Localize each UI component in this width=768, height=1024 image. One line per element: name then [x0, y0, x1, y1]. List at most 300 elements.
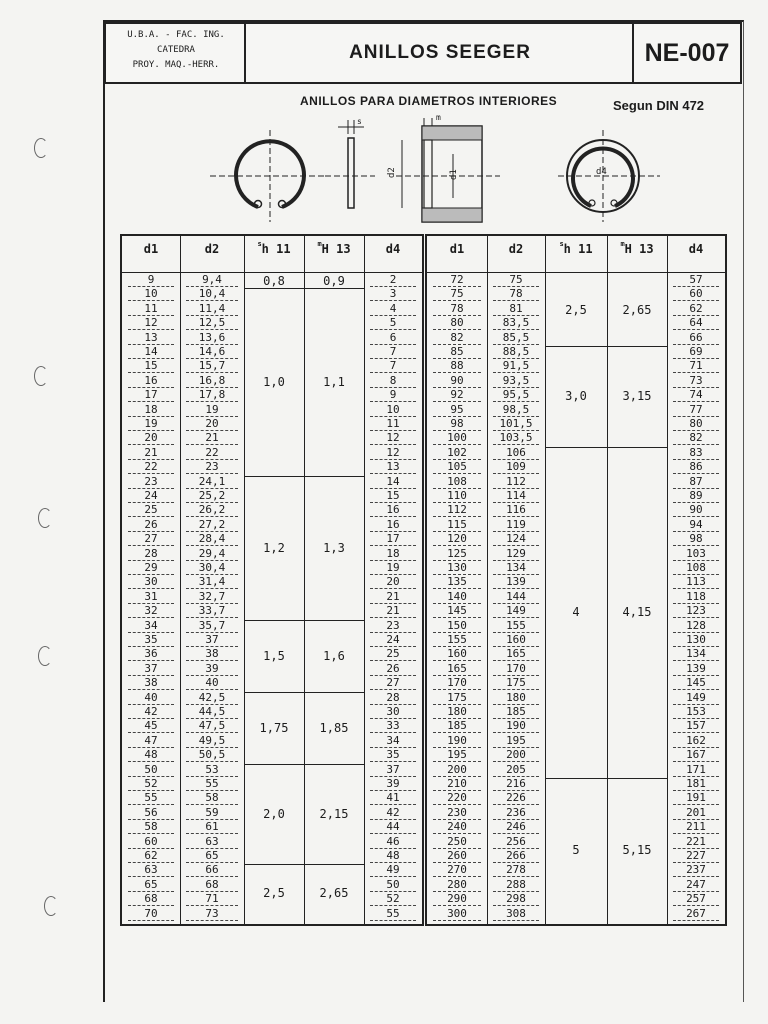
- right-d2-cell: 98,5: [502, 402, 530, 416]
- right-d2-cell: 75: [509, 273, 523, 286]
- right-h11-group-value: 3,0: [565, 389, 587, 404]
- left-d4-cell: 10: [386, 402, 400, 416]
- right-d2-cell: 112: [506, 474, 526, 488]
- right-H13-group-value: 2,65: [622, 303, 652, 317]
- left-d2-cell: 58: [205, 791, 219, 805]
- right-d1-cell: 88: [450, 359, 464, 373]
- left-d4-cell: 24: [386, 633, 400, 646]
- label-m: m: [436, 113, 441, 122]
- document-code: NE-007: [644, 39, 730, 67]
- right-d2-cell: 88,5: [502, 345, 530, 358]
- left-header-label: d1: [143, 242, 159, 256]
- left-group-separator: [244, 764, 364, 765]
- title-box: [244, 22, 636, 84]
- left-row-rule: [370, 920, 416, 921]
- right-d2-cell: 195: [506, 733, 526, 747]
- left-d2-cell: 22: [205, 445, 219, 459]
- left-d2-cell: 35,7: [198, 618, 226, 632]
- left-d1-cell: 32: [144, 604, 158, 618]
- left-d2-cell: 68: [205, 877, 219, 891]
- right-d4-cell: 167: [686, 748, 706, 762]
- right-d4-cell: 86: [689, 460, 703, 474]
- right-d4-cell: 113: [686, 575, 706, 589]
- right-d1-cell: 190: [447, 733, 467, 747]
- label-s: s: [357, 117, 362, 126]
- left-d1-cell: 28: [144, 546, 158, 560]
- right-d2-cell: 200: [506, 748, 526, 762]
- right-d4-cell: 128: [686, 618, 706, 632]
- right-d1-cell: 112: [447, 503, 467, 517]
- left-d1-cell: 37: [144, 661, 158, 675]
- right-d4-cell: 191: [686, 791, 706, 805]
- subtitle: ANILLOS PARA DIAMETROS INTERIORES: [300, 94, 558, 108]
- left-header-4: [364, 242, 422, 256]
- left-group-separator: [244, 288, 364, 289]
- left-d1-cell: 18: [144, 402, 158, 416]
- right-d4-cell: 123: [686, 604, 706, 618]
- right-d2-cell: 298: [506, 892, 526, 906]
- left-d2-cell: 23: [205, 460, 219, 474]
- left-d2-cell: 30,4: [198, 561, 226, 574]
- right-d2-cell: 160: [506, 633, 526, 646]
- left-d4-cell: 35: [386, 748, 400, 762]
- right-d2-cell: 308: [506, 906, 526, 920]
- left-h11-group-value: 0,8: [263, 274, 285, 288]
- right-d4-cell: 139: [686, 661, 706, 675]
- right-d4-cell: 118: [686, 589, 706, 603]
- left-header-3: [304, 242, 364, 256]
- right-d4-cell: 153: [686, 705, 706, 718]
- right-d2-cell: 266: [506, 849, 526, 862]
- left-d2-cell: 28,4: [198, 532, 226, 546]
- left-header-separator: [122, 272, 422, 273]
- right-h11-group-value: 2,5: [565, 303, 587, 317]
- right-d4-cell: 69: [689, 345, 703, 358]
- left-h11-group-value: 1,0: [263, 375, 285, 389]
- institution-box: [104, 22, 248, 84]
- left-d1-cell: 63: [144, 863, 158, 877]
- right-d1-cell: 200: [447, 762, 467, 776]
- right-d1-cell: 108: [447, 474, 467, 488]
- left-header-label: h 11: [261, 242, 291, 256]
- standard-reference: Segun DIN 472: [613, 98, 705, 113]
- right-d1-cell: 78: [450, 301, 464, 315]
- right-d2-cell: 278: [506, 863, 526, 877]
- left-d1-cell: 36: [144, 647, 158, 661]
- left-d2-cell: 37: [205, 633, 219, 646]
- right-d4-cell: 171: [686, 762, 706, 776]
- left-d4-cell: 25: [386, 647, 400, 661]
- right-header-label: d1: [449, 242, 465, 256]
- left-d2-cell: 17,8: [198, 388, 226, 402]
- right-d2-cell: 216: [506, 777, 526, 790]
- left-d4-cell: 8: [389, 373, 397, 387]
- left-d1-cell: 16: [144, 373, 158, 387]
- left-d2-cell: 39: [205, 661, 219, 675]
- right-d1-cell: 80: [450, 316, 464, 330]
- left-d2-cell: 26,2: [198, 503, 226, 517]
- right-d1-cell: 95: [450, 402, 464, 416]
- binder-hole-3: [38, 508, 52, 528]
- right-d2-cell: 129: [506, 546, 526, 560]
- left-group-separator: [244, 476, 364, 477]
- right-d4-cell: 71: [689, 359, 703, 373]
- right-d4-cell: 108: [686, 561, 706, 574]
- left-H13-group-value: 2,65: [319, 886, 349, 901]
- binder-hole-2: [34, 366, 48, 386]
- right-d1-cell: 115: [447, 517, 467, 531]
- right-d1-cell: 105: [447, 460, 467, 474]
- right-d4-cell: 80: [689, 417, 703, 430]
- left-h11-group-value: 1,5: [263, 648, 285, 663]
- bore-section-view: [396, 118, 500, 222]
- right-d4-cell: 74: [689, 388, 703, 402]
- left-d4-cell: 14: [386, 474, 400, 488]
- left-H13-group-value: 1,6: [323, 648, 345, 663]
- left-d2-cell: 55: [205, 777, 219, 790]
- right-d1-cell: 210: [447, 777, 467, 790]
- right-d1-cell: 75: [450, 287, 464, 301]
- right-d1-cell: 240: [447, 820, 467, 834]
- right-d4-cell: 145: [686, 676, 706, 690]
- right-d2-cell: 180: [506, 690, 526, 704]
- left-header-1: [180, 242, 244, 256]
- left-d1-cell: 62: [144, 849, 158, 862]
- ring-installed-view: [558, 130, 660, 222]
- left-d2-cell: 12,5: [198, 316, 226, 330]
- right-d2-cell: 205: [506, 762, 526, 776]
- left-d4-cell: 34: [386, 733, 400, 747]
- right-d1-cell: 120: [447, 532, 467, 546]
- left-d1-cell: 13: [144, 330, 158, 344]
- right-d1-cell: 110: [447, 489, 467, 502]
- left-d1-cell: 30: [144, 575, 158, 589]
- left-d4-cell: 18: [386, 546, 400, 560]
- left-h11-group-value: 1,75: [259, 720, 289, 735]
- left-d4-cell: 21: [386, 589, 400, 603]
- right-H13-group-value: 4,15: [622, 605, 652, 620]
- right-header-label: h 11: [563, 242, 593, 256]
- right-d4-cell: 90: [689, 503, 703, 517]
- right-d2-cell: 134: [506, 561, 526, 574]
- left-d2-cell: 21: [205, 431, 219, 445]
- left-h11-group-value: 2,5: [263, 886, 285, 901]
- left-d4-cell: 13: [386, 460, 400, 474]
- right-d2-cell: 114: [506, 489, 526, 502]
- left-d1-cell: 12: [144, 316, 158, 330]
- right-d1-cell: 155: [447, 633, 467, 646]
- left-d4-cell: 11: [386, 417, 400, 430]
- left-header-label: H 13: [321, 242, 351, 256]
- left-d4-cell: 28: [386, 690, 400, 704]
- right-d2-cell: 139: [506, 575, 526, 589]
- right-d2-cell: 101,5: [499, 417, 533, 430]
- right-d1-cell: 270: [447, 863, 467, 877]
- left-d1-cell: 9: [147, 273, 155, 286]
- right-d2-cell: 190: [506, 719, 526, 733]
- ring-drawings: [200, 110, 720, 230]
- left-header-label: d2: [204, 242, 220, 256]
- binder-hole-5: [44, 896, 58, 916]
- left-d2-cell: 50,5: [198, 748, 226, 762]
- right-d1-cell: 280: [447, 877, 467, 891]
- right-d4-cell: 181: [686, 777, 706, 790]
- right-d4-cell: 83: [689, 445, 703, 459]
- left-d2-cell: 59: [205, 805, 219, 819]
- right-d2-cell: 165: [506, 647, 526, 661]
- left-d4-cell: 16: [386, 517, 400, 531]
- left-d1-cell: 34: [144, 618, 158, 632]
- right-d4-cell: 257: [686, 892, 706, 906]
- right-d2-cell: 170: [506, 661, 526, 675]
- right-d4-cell: 62: [689, 301, 703, 315]
- right-header-1: [487, 242, 545, 256]
- left-header-label: d4: [385, 242, 401, 256]
- left-d2-cell: 13,6: [198, 330, 226, 344]
- left-header-0: [122, 242, 180, 256]
- left-d2-cell: 29,4: [198, 546, 226, 560]
- left-d2-cell: 42,5: [198, 690, 226, 704]
- right-d4-cell: 66: [689, 330, 703, 344]
- right-d4-cell: 149: [686, 690, 706, 704]
- left-d1-cell: 27: [144, 532, 158, 546]
- right-d1-cell: 125: [447, 546, 467, 560]
- right-d2-cell: 109: [506, 460, 526, 474]
- right-d4-cell: 162: [686, 733, 706, 747]
- label-d2: d2: [387, 167, 397, 178]
- left-d4-cell: 39: [386, 777, 400, 790]
- left-d1-cell: 17: [144, 388, 158, 402]
- left-d4-cell: 55: [386, 906, 400, 920]
- right-group-separator: [545, 778, 667, 779]
- left-d4-cell: 42: [386, 805, 400, 819]
- right-d1-cell: 170: [447, 676, 467, 690]
- left-group-separator: [244, 692, 364, 693]
- left-d1-cell: 70: [144, 906, 158, 920]
- right-d2-cell: 185: [506, 705, 526, 718]
- right-group-separator: [545, 346, 667, 347]
- right-d1-cell: 160: [447, 647, 467, 661]
- right-d4-cell: 201: [686, 805, 706, 819]
- right-d2-cell: 119: [506, 517, 526, 531]
- right-d4-cell: 211: [686, 820, 706, 834]
- right-d1-cell: 260: [447, 849, 467, 862]
- right-d1-cell: 180: [447, 705, 467, 718]
- right-d2-cell: 236: [506, 805, 526, 819]
- left-d1-cell: 26: [144, 517, 158, 531]
- left-d4-cell: 7: [389, 359, 397, 373]
- label-d4: d4: [596, 167, 607, 177]
- right-d2-cell: 78: [509, 287, 523, 301]
- left-d4-cell: 50: [386, 877, 400, 891]
- left-d4-cell: 16: [386, 503, 400, 517]
- right-d2-cell: 106: [506, 445, 526, 459]
- right-d4-cell: 60: [689, 287, 703, 301]
- left-d2-cell: 38: [205, 647, 219, 661]
- page-title: ANILLOS SEEGER: [349, 42, 531, 63]
- right-header-separator: [427, 272, 725, 273]
- right-d1-cell: 175: [447, 690, 467, 704]
- right-header-0: [427, 242, 487, 256]
- left-d4-cell: 46: [386, 834, 400, 848]
- right-d2-cell: 116: [506, 503, 526, 517]
- left-d4-cell: 52: [386, 892, 400, 906]
- left-d4-cell: 6: [389, 330, 397, 344]
- right-d1-cell: 230: [447, 805, 467, 819]
- right-d1-cell: 102: [447, 445, 467, 459]
- right-d2-cell: 155: [506, 618, 526, 632]
- left-d4-cell: 27: [386, 676, 400, 690]
- ring-front-view: [210, 130, 330, 222]
- right-header-tol-mark: s: [559, 240, 564, 248]
- left-header-tol-mark: s: [257, 240, 262, 248]
- right-H13-group-value: 3,15: [622, 389, 652, 404]
- right-d1-cell: 82: [450, 330, 464, 344]
- right-group-separator: [545, 447, 667, 448]
- left-d1-cell: 60: [144, 834, 158, 848]
- left-d4-cell: 17: [386, 532, 400, 546]
- left-H13-group-value: 0,9: [323, 274, 345, 288]
- left-d1-cell: 58: [144, 820, 158, 834]
- left-d1-cell: 56: [144, 805, 158, 819]
- right-d4-cell: 82: [689, 431, 703, 445]
- left-d2-cell: 65: [205, 849, 219, 862]
- right-d1-cell: 140: [447, 589, 467, 603]
- left-d2-cell: 20: [205, 417, 219, 430]
- right-d2-cell: 149: [506, 604, 526, 618]
- right-header-label: d4: [688, 242, 704, 256]
- right-d2-cell: 144: [506, 589, 526, 603]
- left-d4-cell: 7: [389, 345, 397, 358]
- left-d4-cell: 20: [386, 575, 400, 589]
- left-group-separator: [244, 864, 364, 865]
- left-H13-group-value: 1,85: [319, 720, 349, 735]
- left-d2-cell: 11,4: [198, 301, 226, 315]
- left-d2-cell: 49,5: [198, 733, 226, 747]
- left-d2-cell: 24,1: [198, 474, 226, 488]
- left-h11-group-value: 2,0: [263, 807, 285, 821]
- left-d1-cell: 47: [144, 733, 158, 747]
- left-d1-cell: 68: [144, 892, 158, 906]
- right-d1-cell: 220: [447, 791, 467, 805]
- left-d4-cell: 23: [386, 618, 400, 632]
- left-header-tol-mark: m: [317, 240, 322, 248]
- left-d1-cell: 31: [144, 589, 158, 603]
- left-d1-cell: 42: [144, 705, 158, 718]
- left-d4-cell: 48: [386, 849, 400, 862]
- table-right: [425, 234, 727, 926]
- right-d2-cell: 175: [506, 676, 526, 690]
- right-d2-cell: 95,5: [502, 388, 530, 402]
- right-d2-cell: 85,5: [502, 330, 530, 344]
- left-d1-cell: 48: [144, 748, 158, 762]
- right-d4-cell: 221: [686, 834, 706, 848]
- right-d1-cell: 165: [447, 661, 467, 675]
- left-d1-cell: 19: [144, 417, 158, 430]
- binder-hole-1: [34, 138, 48, 158]
- left-d1-cell: 25: [144, 503, 158, 517]
- left-d2-cell: 47,5: [198, 719, 226, 733]
- left-d4-cell: 44: [386, 820, 400, 834]
- left-d4-cell: 12: [386, 445, 400, 459]
- right-d1-cell: 195: [447, 748, 467, 762]
- left-d1-cell: 11: [144, 301, 158, 315]
- left-d1-cell: 15: [144, 359, 158, 373]
- right-header-label: d2: [508, 242, 524, 256]
- right-header-4: [667, 242, 725, 256]
- code-box: [632, 22, 742, 84]
- right-d1-cell: 72: [450, 273, 464, 286]
- right-d1-cell: 250: [447, 834, 467, 848]
- left-d4-cell: 33: [386, 719, 400, 733]
- right-d4-cell: 157: [686, 719, 706, 733]
- left-d1-cell: 20: [144, 431, 158, 445]
- left-d2-cell: 14,6: [198, 345, 226, 358]
- left-d2-cell: 63: [205, 834, 219, 848]
- left-d2-cell: 66: [205, 863, 219, 877]
- left-row-rule: [186, 920, 238, 921]
- right-header-3: [607, 242, 667, 256]
- right-d2-cell: 81: [509, 301, 523, 315]
- right-column-separator: [545, 236, 546, 924]
- right-d4-cell: 87: [689, 474, 703, 488]
- left-d4-cell: 9: [389, 388, 397, 402]
- left-d1-cell: 35: [144, 633, 158, 646]
- right-d2-cell: 124: [506, 532, 526, 546]
- left-H13-group-value: 1,1: [323, 375, 345, 389]
- right-d1-cell: 300: [447, 906, 467, 920]
- left-d4-cell: 49: [386, 863, 400, 877]
- right-d4-cell: 247: [686, 877, 706, 891]
- left-d4-cell: 15: [386, 489, 400, 502]
- right-d1-cell: 130: [447, 561, 467, 574]
- right-d2-cell: 91,5: [502, 359, 530, 373]
- left-H13-group-value: 1,3: [323, 540, 345, 555]
- right-d1-cell: 145: [447, 604, 467, 618]
- left-d2-cell: 32,7: [198, 589, 226, 603]
- left-d4-cell: 2: [389, 273, 397, 286]
- left-H13-group-value: 2,15: [319, 807, 349, 821]
- right-column-separator: [607, 236, 608, 924]
- right-d4-cell: 94: [689, 517, 703, 531]
- right-header-2: [545, 242, 607, 256]
- left-d2-cell: 73: [205, 906, 219, 920]
- right-d2-cell: 246: [506, 820, 526, 834]
- left-d4-cell: 26: [386, 661, 400, 675]
- left-d1-cell: 22: [144, 460, 158, 474]
- right-d2-cell: 288: [506, 877, 526, 891]
- right-d4-cell: 130: [686, 633, 706, 646]
- left-d1-cell: 40: [144, 690, 158, 704]
- left-d4-cell: 5: [389, 316, 397, 330]
- left-d2-cell: 44,5: [198, 705, 226, 718]
- institution-line-3: PROY. MAQ.-HERR.: [132, 60, 220, 70]
- left-d1-cell: 50: [144, 762, 158, 776]
- left-d1-cell: 24: [144, 489, 158, 502]
- left-d1-cell: 29: [144, 561, 158, 574]
- left-h11-group-value: 1,2: [263, 540, 285, 555]
- left-d1-cell: 38: [144, 676, 158, 690]
- left-d4-cell: 30: [386, 705, 400, 718]
- left-d4-cell: 12: [386, 431, 400, 445]
- right-header-tol-mark: m: [620, 240, 625, 248]
- left-d2-cell: 27,2: [198, 517, 226, 531]
- binder-hole-4: [38, 646, 52, 666]
- right-row-rule: [493, 920, 539, 921]
- table-left: [120, 234, 424, 926]
- left-d1-cell: 45: [144, 719, 158, 733]
- left-d2-cell: 31,4: [198, 575, 226, 589]
